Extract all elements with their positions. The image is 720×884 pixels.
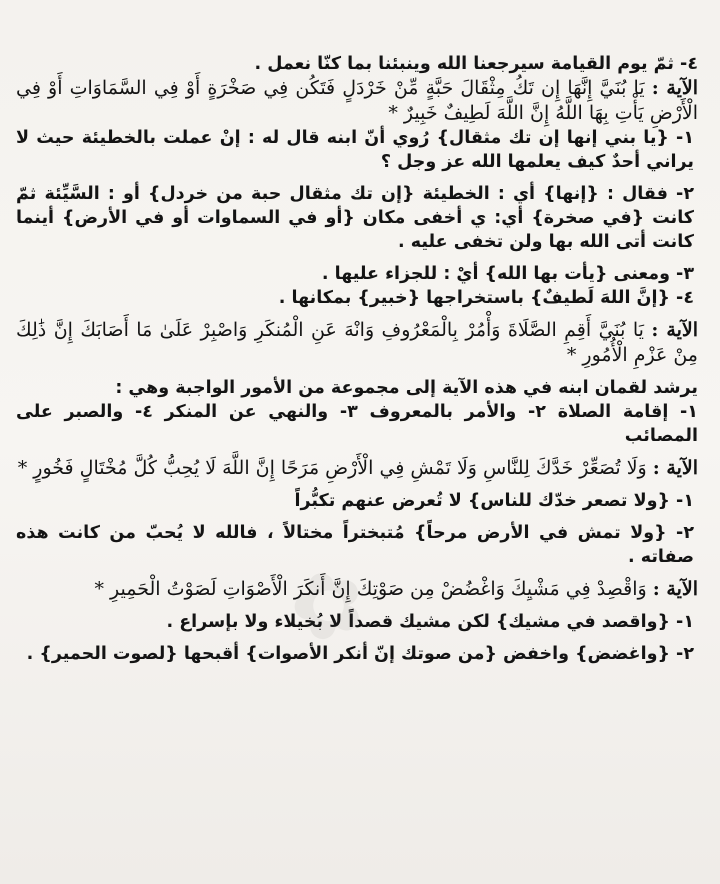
ayah-label: الآية : (652, 578, 698, 600)
ayah-block-2 (16, 318, 698, 368)
ayah-block-3 (16, 456, 698, 481)
text-line: ٢- {واغضض} واخفض {من صوتك إنّ أنكر الأصوات} أقبحها {لصوت الحمير} . (26, 644, 694, 664)
text-line: ٤- {إنَّ اللهَ لَطيفٌ} باستخراجها {خبير} بمكانها . (278, 288, 694, 308)
text-line: ٣- ومعنى {يأت بها الله} أيْ : للجزاء عليها . (321, 264, 694, 284)
text-line: ١- {واقصد في مشيك} لكن مشيك قصداً لا بُخيلاء ولا بإسراع . (166, 612, 694, 632)
ayah-label: الآية : (651, 319, 698, 341)
watermark-mark: ✿ (274, 543, 382, 668)
text-line: ١- {ولا تصعر خدّك للناس} لا تُعرض عنهم تكبُّراً (294, 491, 694, 511)
ayah-block-1 (16, 76, 698, 126)
ayah-label: الآية : (652, 457, 698, 479)
text-line: ١- {يا بني إنها إن تك مثقال} رُوي أنّ ابنه قال له : إنْ عملت بالخطيئة حيث لا يراني أحدٌ كيف يعلمها الله عز وجل ؟ (16, 128, 694, 172)
text-line: ٢- {ولا تمش في الأرض مرحاً} مُتبختراً مختالاً ، فالله لا يُحبّ من كانت هذه صفاته . (16, 523, 694, 567)
text-line: ١- إقامة الصلاة ٢- والأمر بالمعروف ٣- والنهي عن المنكر ٤- والصبر على المصائب (16, 402, 698, 446)
text-line: ٤- ثمّ يوم القيامة سيرجعنا الله وينبئنا بما كنّا نعمل . (254, 54, 698, 74)
ayah-text: وَلَا تُصَعِّرْ خَدَّكَ لِلنَّاسِ وَلَا تَمْشِ فِي الْأَرْضِ مَرَحًا إِنَّ اللَّهَ لَا يُحِبُّ كُلَّ مُخْتَالٍ فَخُورٍ * (17, 457, 647, 479)
ayah-block-4 (16, 577, 698, 602)
text-line: ٢- فقال : {إنها} أي : الخطيئة {إن تك مثقال حبة من خردل} أو : السَّيِّئة ثمّ كانت {في صخرة} أي: ي أخفى مكان {أو في السماوات أو في الأرض} أينما كانت أتى الله بها ولن تخفى عليه . (16, 184, 694, 252)
ayah-text: وَاقْصِدْ فِي مَشْيِكَ وَاغْضُضْ مِن صَوْتِكَ إِنَّ أَنكَرَ الْأَصْوَاتِ لَصَوْتُ الْحَمِيرِ * (94, 578, 647, 600)
ayah-text: يَا بُنَيَّ أَقِمِ الصَّلَاةَ وَأْمُرْ بِالْمَعْرُوفِ وَانْهَ عَنِ الْمُنكَرِ وَاصْبِرْ عَلَىٰ مَا أَصَابَكَ إِنَّ ذَٰلِكَ مِنْ عَزْمِ الْأُمُورِ * (16, 319, 698, 366)
ayah-text: يَا بُنَيَّ إِنَّهَا إِن تَكُ مِثْقَالَ حَبَّةٍ مِّنْ خَرْدَلٍ فَتَكُن فِي صَخْرَةٍ أَوْ فِي السَّمَاوَاتِ أَوْ فِي الْأَرْضِ يَأْتِ بِهَا اللَّهُ إِنَّ اللَّهَ لَطِيفٌ خَبِيرٌ * (16, 77, 698, 124)
ayah-label: الآية : (651, 77, 698, 99)
text-line: يرشد لقمان ابنه في هذه الآية إلى مجموعة من الأمور الواجبة وهي : (115, 378, 698, 398)
